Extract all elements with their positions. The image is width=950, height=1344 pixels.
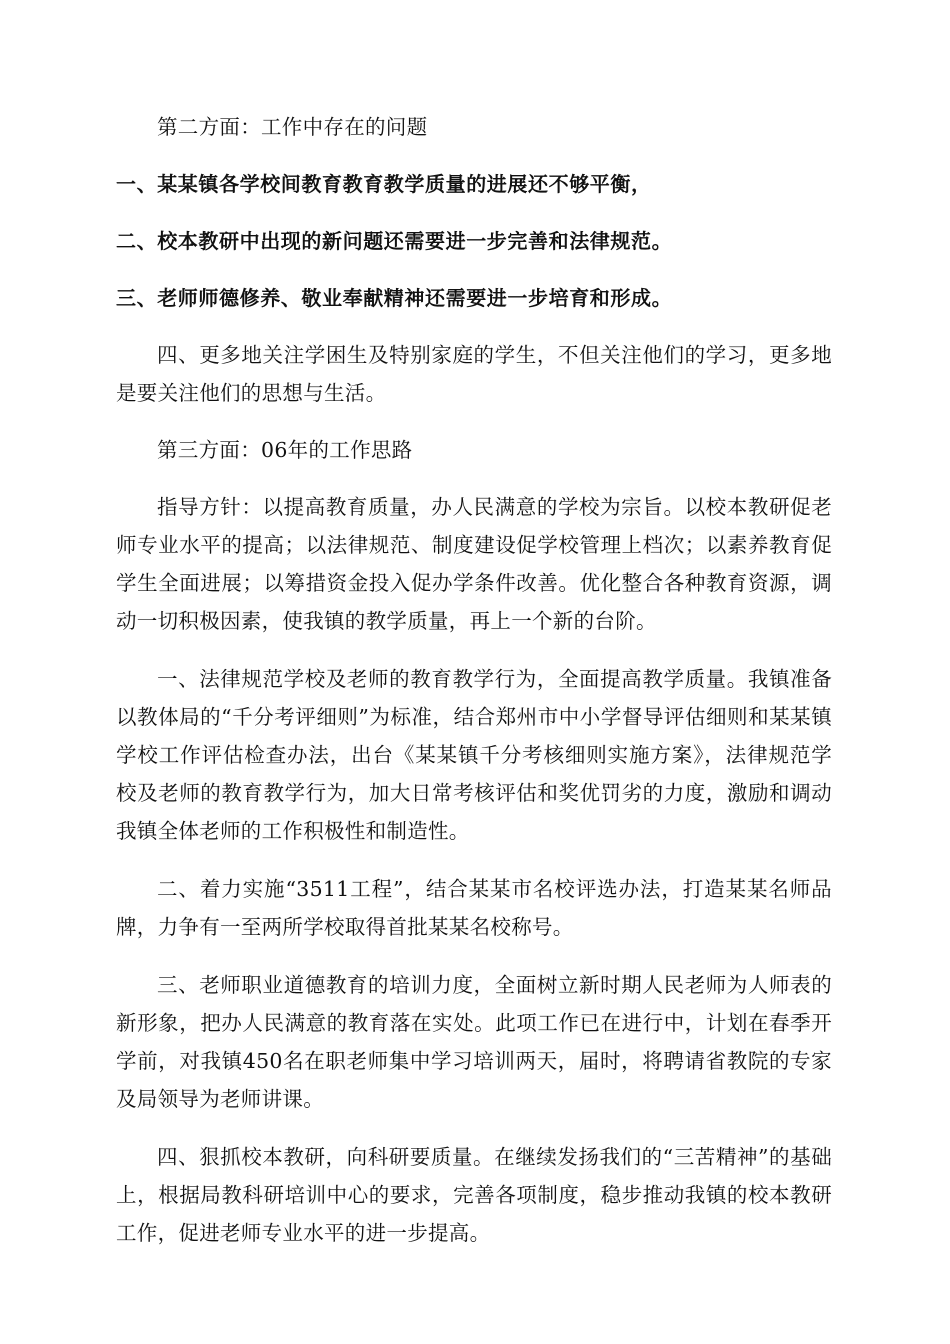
section2-heading: 第二方面：工作中存在的问题 [157,115,428,139]
guideline-paragraph: 指导方针：以提高教育质量，办人民满意的学校为宗旨。以校本教研促老师专业水平的提高；以法律规范、制度建设促学校管理上档次；以素养教育促学生全面进展；以筹措资金投入促办学条件改善。优化整合各种教育资源，调动一切积极因素，使我镇的教学质量，再上一个新的台阶。 [116,495,832,633]
section3-heading: 第三方面：06年的工作思路 [157,438,413,462]
problem-item-3: 三、老师师德修养、敬业奉献精神还需要进一步培育和形成。 [116,286,673,310]
problem-item-2: 二、校本教研中出现的新问题还需要进一步完善和法律规范。 [116,229,673,253]
problem-item-4: 四、更多地关注学困生及特别家庭的学生，不但关注他们的学习，更多地是要关注他们的思想与生活。 [116,343,832,405]
work-point-4: 四、狠抓校本教研，向科研要质量。在继续发扬我们的“三苦精神”的基础上，根据局教科研培训中心的要求，完善各项制度，稳步推动我镇的校本教研工作，促进老师专业水平的进一步提高。 [116,1145,832,1245]
document-page [116,108,832,1272]
problem-item-1: 一、某某镇各学校间教育教育教学质量的进展还不够平衡， [116,172,652,196]
work-point-2: 二、着力实施“3511工程”，结合某某市名校评选办法，打造某某名师品牌，力争有一至两所学校取得首批某某名校称号。 [116,877,832,939]
work-point-1: 一、法律规范学校及老师的教育教学行为，全面提高教学质量。我镇准备以教体局的“千分考评细则”为标准，结合郑州市中小学督导评估细则和某某镇学校工作评估检查办法，出台《某某镇千分考核细则实施方案》，法律规范学校及老师的教育教学行为，加大日常考核评估和奖优罚劣的力度，激励和调动我镇全体老师的工作积极性和制造性。 [116,667,832,843]
work-point-3: 三、老师职业道德教育的培训力度，全面树立新时期人民老师为人师表的新形象，把办人民满意的教育落在实处。此项工作已在进行中，计划在春季开学前，对我镇450名在职老师集中学习培训两天，届时，将聘请省教院的专家及局领导为老师讲课。 [116,973,832,1111]
